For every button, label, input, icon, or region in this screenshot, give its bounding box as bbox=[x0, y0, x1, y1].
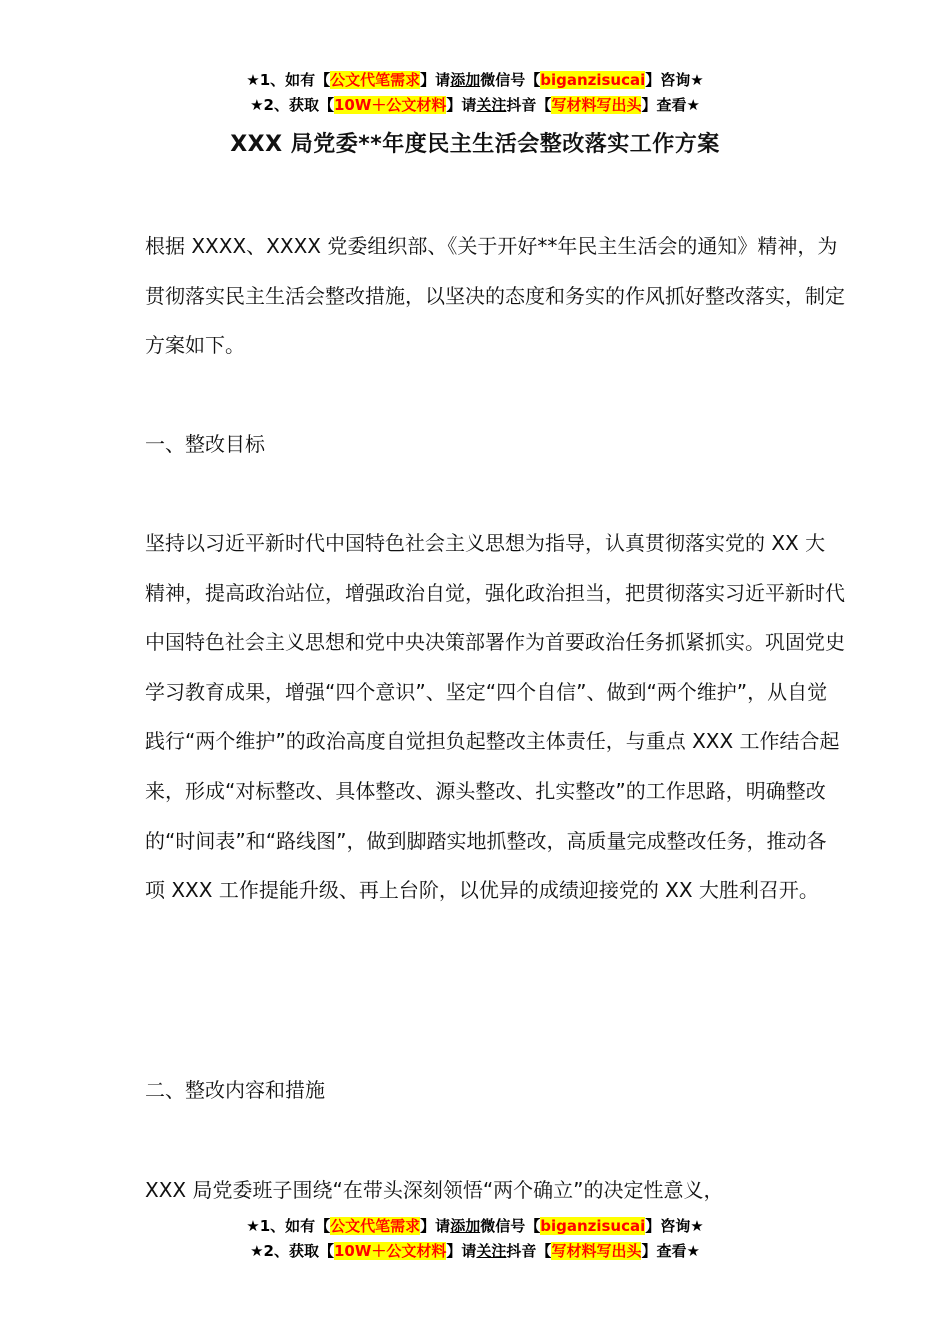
section-body-measures: XXX 局党委班子围绕“在带头深刻领悟“两个确立”的决定性意义， bbox=[145, 1178, 724, 1202]
highlight-materials: 10W＋公文材料 bbox=[333, 96, 447, 114]
promo-line-1: ★1、如有【公文代笔需求】请添加微信号【biganzisucai】咨询★ bbox=[246, 1217, 704, 1235]
highlight-douyin: 写材料写出头 bbox=[551, 96, 642, 114]
section-heading-measures: 二、整改内容和措施 bbox=[145, 1078, 325, 1102]
highlight-ghostwriting: 公文代笔需求 bbox=[330, 71, 421, 89]
intro-paragraph: 根据 XXXX、XXXX 党委组织部、《关于开好**年民主生活会的通知》精神，为贯彻落实民主生活会整改措施，以坚决的态度和务实的作风抓好整改落实，制定方案如下。 bbox=[145, 234, 845, 358]
underline-add: 添加 bbox=[450, 71, 481, 89]
highlight-douyin: 写材料写出头 bbox=[551, 1242, 642, 1260]
highlight-ghostwriting: 公文代笔需求 bbox=[330, 1217, 421, 1235]
promo-banner-top bbox=[0, 68, 950, 118]
promo-line-2: ★2、获取【10W＋公文材料】请关注抖音【写材料写出头】查看★ bbox=[250, 96, 700, 114]
promo-line-1: ★1、如有【公文代笔需求】请添加微信号【biganzisucai】咨询★ bbox=[246, 71, 704, 89]
highlight-wechat-id: biganzisucai bbox=[540, 1217, 646, 1235]
underline-follow: 关注 bbox=[476, 1242, 507, 1260]
highlight-wechat-id: biganzisucai bbox=[540, 71, 646, 89]
underline-add: 添加 bbox=[450, 1217, 481, 1235]
promo-line-2: ★2、获取【10W＋公文材料】请关注抖音【写材料写出头】查看★ bbox=[250, 1242, 700, 1260]
document-title: XXX 局党委**年度民主生活会整改落实工作方案 bbox=[230, 132, 720, 157]
section-body-goals: 坚持以习近平新时代中国特色社会主义思想为指导，认真贯彻落实党的 XX 大精神，提高政治站位，增强政治自觉，强化政治担当，把贯彻落实习近平新时代中国特色社会主义思想和党中央决策部署作为首要政治任务抓紧抓实。巩固党史学习教育成果，增强“四个意识”、坚定“四个自信”、做到“两个维护”，从自觉践行“两个维护”的政治高度自觉担负起整改主体责任，与重点 XXX 工作结合起来，形成“对标整改、具体整改、源头整改、扎实整改”的工作思路，明确整改的“时间表”和“路线图”，做到脚踏实地抓整改，高质量完成整改任务，推动各项 XXX 工作提能升级、再上台阶，以优异的成绩迎接党的 XX 大胜利召开。 bbox=[145, 531, 845, 903]
underline-follow: 关注 bbox=[476, 96, 507, 114]
highlight-materials: 10W＋公文材料 bbox=[333, 1242, 447, 1260]
promo-banner-bottom bbox=[0, 1214, 950, 1264]
section-heading-goals: 一、整改目标 bbox=[145, 432, 265, 456]
